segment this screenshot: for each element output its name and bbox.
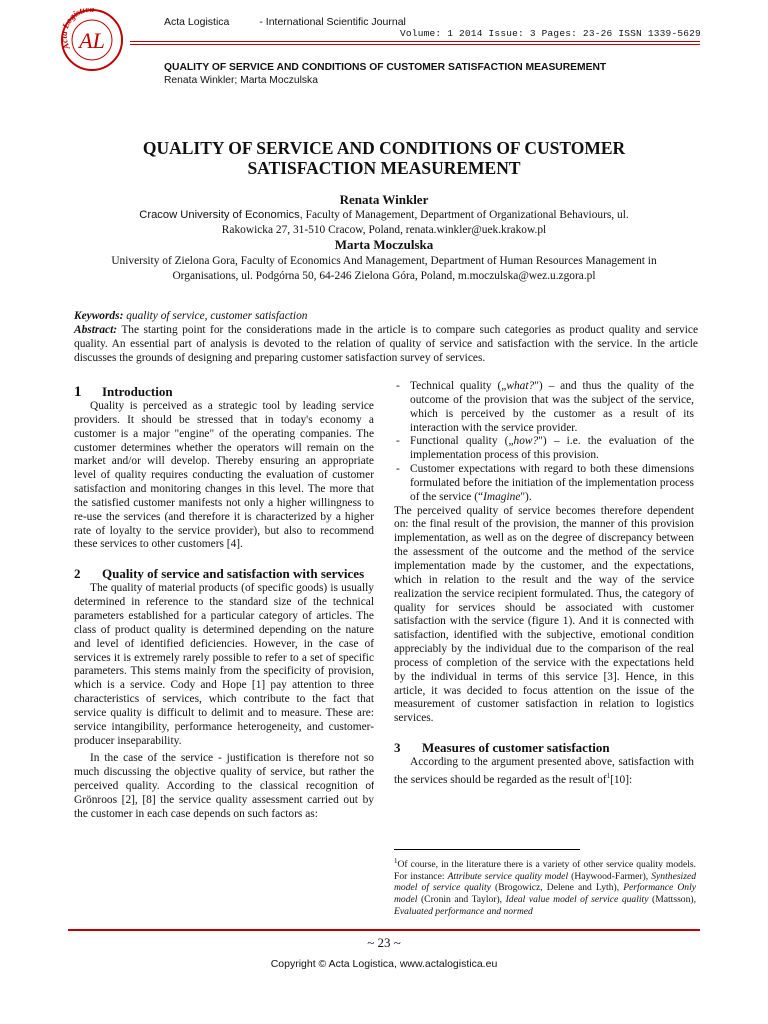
- footnote-text: (Cronin and Taylor),: [417, 893, 506, 905]
- journal-type: - International Scientific Journal: [259, 16, 406, 28]
- footnote-text: (Brogowicz, Delene and Lyth),: [490, 882, 624, 894]
- abstract-text: The starting point for the considerations made in the article is to compare such categories as product quality and service quality. An essential part of analysis is devoted to the relation of quality of service and satisfaction with the service. In the article discusses the grounds of designing and preparing customer satisfaction survey of services.: [74, 324, 698, 365]
- p2-but-rather: but rather: [305, 767, 356, 779]
- footnote-italic: Attribute service quality model: [447, 870, 569, 882]
- section-3-number: 3: [394, 740, 401, 756]
- footnote-mark: 1: [394, 857, 398, 865]
- footnote-ref: 1: [606, 771, 611, 780]
- section-1-title: Introduction: [102, 384, 173, 399]
- footnote-rule: [394, 849, 580, 850]
- list-item-text: ") – and thus the quality of the outcome of the provision that was the subject of the service, which is perceived by the customer as a result of its interaction with the service provider.: [410, 380, 694, 434]
- list-item: [394, 435, 694, 463]
- p2-part-b: the perceived quality. According to the classical recognition: [74, 766, 375, 793]
- footnote-italic: Performance Only model: [394, 882, 696, 905]
- header-rule: [130, 41, 700, 42]
- list-item-text: Functional quality („: [410, 435, 514, 448]
- section-1-heading: [74, 384, 374, 400]
- section-1-number: 1: [74, 384, 82, 400]
- footer-rule: [68, 929, 700, 931]
- footnote-text: Of course, in the literature there is a variety of other service quality models. For instance:: [394, 859, 696, 882]
- section-2-paragraph-3: The perceived quality of service becomes therefore dependent on: the final result of the provision, the manner of this provision implementation, as well as on the degree of discrepancy between the assessment of the outcome and the method of the service implementation made by the customer, and the expectations, which in relation to the result and the way of the service realization the service recipient formulated. Thus, the category of quality for services should be associated with customer satisfaction with the service (figure 1). And it is connected with satisfaction, identified with the subjective, emotional condition appreciably by the individual due to the comparison of the real process of completion of the service with the expectations held by the individual in terms of this service [3]. Hence, in this article, it was decided to focus attention on the issue of the measurement of customer satisfaction in relation to logistics services.: [394, 504, 694, 725]
- header-rule-2: [130, 44, 700, 45]
- list-item-italic: what?: [506, 380, 535, 392]
- p2-part-c: Grönroos [2], [8] the service quality assessment carried out by the customer in each case depends on such factors as:: [74, 793, 374, 820]
- section-2-title: Quality of service and satisfaction with services: [102, 566, 365, 582]
- logo-graphic: [60, 8, 124, 72]
- footnote-italic: Synthesized model of service quality: [394, 870, 697, 894]
- list-item-text: Customer expectations with regard to both these dimensions formulated before the initiation of the implementation process of the service (“: [410, 463, 694, 503]
- s3-citation: [10]:: [610, 773, 633, 786]
- left-column: [74, 384, 374, 822]
- running-title: QUALITY OF SERVICE AND CONDITIONS OF CUSTOMER SATISFACTION MEASUREMENT: [164, 62, 607, 73]
- paper-title: [60, 138, 708, 178]
- footnote-text: (Mattsson),: [648, 893, 696, 905]
- list-item-text: ").: [520, 490, 532, 503]
- keywords-text: quality of service, customer satisfaction: [123, 310, 308, 322]
- volume-line: Volume: 1 2014 Issue: 3 Pages: 23-26 ISSN 1339-5629: [400, 28, 701, 39]
- affil-2-line-1: University of Zielona Gora, Faculty of Economics And Management, Department of Human Resources Management in: [111, 255, 657, 267]
- author-2: Marta Moczulska: [334, 237, 434, 252]
- journal-name: Acta Logistica: [164, 16, 230, 28]
- abstract: [74, 323, 698, 366]
- affil-2-line-2: Organisations, ul. Podgórna 50, 64-246 Zielona Góra, Poland, m.moczulska@wez.u.zgora.pl: [172, 269, 596, 282]
- footnote-italic: Ideal value model of service quality: [505, 893, 649, 905]
- abstract-label: Abstract:: [74, 324, 118, 336]
- list-item: [394, 380, 694, 435]
- list-item-italic: Imagine: [483, 490, 521, 503]
- keywords: [74, 310, 698, 322]
- section-1-paragraph: Quality is perceived as a strategic tool by leading service providers. It should be stressed that in today's economy a customer is a major "engine" of the operating companies. The customer determines whether the operators will remain on the market and/or will develop. Thereby ensuring an appropriate level of quality requires conducting the evaluation of customer satisfaction and monitoring changes in this level. The more that the satisfied customer manifests not only a higher willingness to re-use the services (and therefore it is characterized by a higher rate of loyalty to the service provider), but also to recommend these services to other customers [4].: [74, 400, 374, 551]
- factors-list: [394, 380, 694, 505]
- keywords-label: Keywords:: [74, 310, 124, 322]
- affil-1-address: Rakowicka 27, 31-510 Cracow, Poland, renata.winkler@uek.krakow.pl: [221, 223, 547, 236]
- section-2-paragraph-2: [74, 752, 374, 821]
- p2-of: of: [357, 781, 375, 793]
- footnote: [394, 856, 696, 917]
- svg-text:AL: AL: [79, 28, 105, 53]
- title-line-2: SATISFACTION MEASUREMENT: [247, 158, 521, 178]
- section-2-number: 2: [74, 566, 81, 582]
- journal-logo: [60, 8, 124, 72]
- author-2-affiliation: [60, 254, 708, 283]
- author-1-affiliation: [60, 208, 708, 237]
- p2-part-a: In the case of the service - justification is therefore not so much discussing the objective quality of service,: [74, 752, 374, 779]
- running-authors: Renata Winkler; Marta Moczulska: [164, 75, 318, 86]
- right-column: [394, 380, 694, 788]
- svg-text:Acta Logistica: Ac Logistica: [60, 8, 95, 52]
- section-3-heading: [394, 740, 694, 756]
- list-item-text: ") – i.e. the evaluation of the implementation process of this provision.: [410, 435, 694, 462]
- s3-text: According to the argument presented above, satisfaction with the services should be regarded as the result of: [394, 756, 694, 786]
- list-item-italic: how?: [513, 435, 539, 448]
- author-1: Renata Winkler: [339, 192, 429, 207]
- page-number: ~ 23 ~: [367, 935, 401, 950]
- footnote-text: (Haywood-Farmer),: [568, 870, 652, 882]
- list-item-text: Technical quality („: [410, 380, 507, 392]
- affil-1-university: Cracow University of Economics,: [139, 209, 303, 221]
- footnote-italic: Evaluated performance and normed: [394, 905, 533, 917]
- list-item: [394, 463, 694, 505]
- copyright-notice: Copyright © Acta Logistica, www.actalogistica.eu: [270, 958, 498, 970]
- title-line-1: QUALITY OF SERVICE AND CONDITIONS OF CUSTOMER: [142, 138, 626, 158]
- affil-1-faculty: Faculty of Management, Department of Organizational Behaviours, ul.: [302, 209, 629, 221]
- section-3-title: Measures of customer satisfaction: [422, 740, 610, 756]
- journal-header: [164, 16, 406, 28]
- section-2-paragraph-1: The quality of material products (of specific goods) is usually determined in reference to the standard size of the technical parameters established for a particular category of articles. The class of product quality is determined depending on the nature and level of identified deficiencies. However, in the case of services it is extremely rarely possible to refer to a set of specific parameters. This stems mainly from the specificity of provision, which is a service. Cody and Hope [1] pay attention to three characteristics of services, which contribute to the fact that service quality is difficult to delimit and to measure. These are: service intangibility, performance heterogeneity, and customer-producer inseparability.: [74, 582, 374, 747]
- section-3-paragraph: [394, 756, 694, 787]
- section-2-heading: [74, 566, 374, 582]
